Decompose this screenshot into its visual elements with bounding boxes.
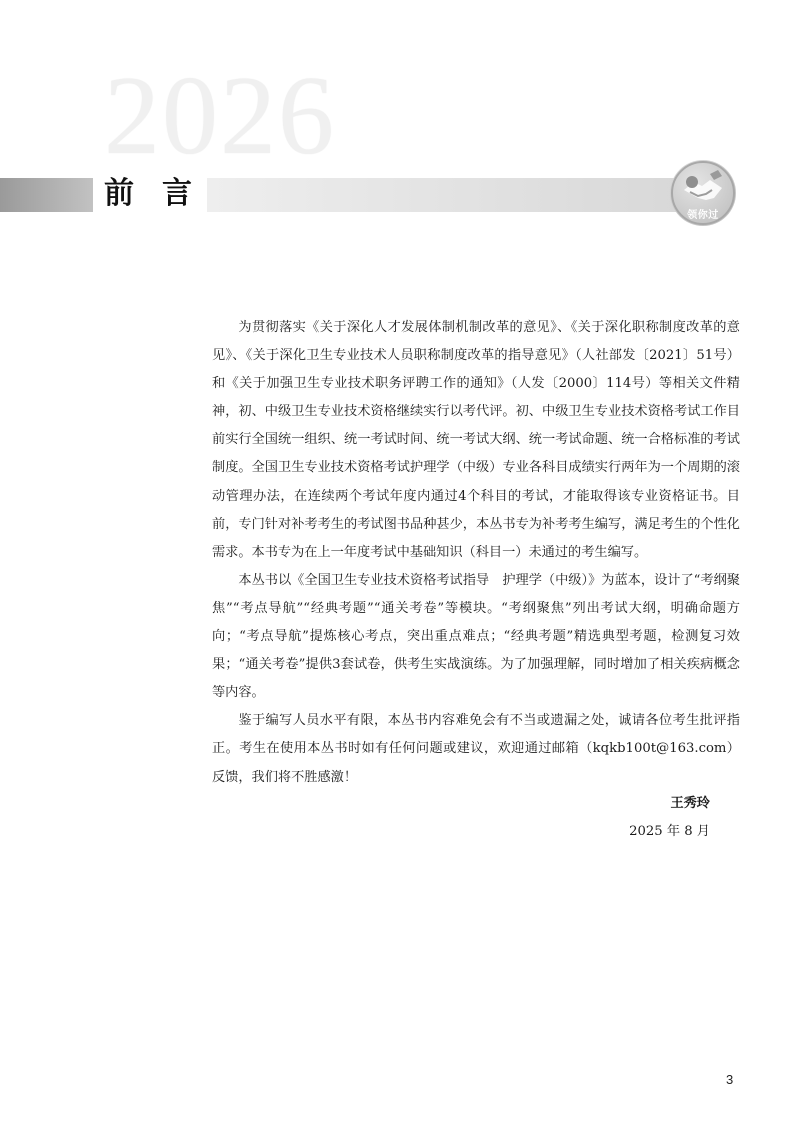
preface-paragraph: 鉴于编写人员水平有限，本丛书内容难免会有不当或遗漏之处，诚请各位考生批评指正。考生在使用本丛书时如有任何问题或建议，欢迎通过邮箱（kqkb100t@163.com）反馈，我们将不胜感激！: [212, 713, 740, 785]
preface-paragraph: 本丛书以《全国卫生专业技术资格考试指导 护理学（中级）》为蓝本，设计了“考纲聚焦”“考点导航”“经典考题”“通关考卷”等模块。“考纲聚焦”列出考试大纲，明确命题方向；“考点导航”提炼核心考点，突出重点难点；“经典考题”精选典型考题，检测复习效果；“通关考卷”提供3套试卷，供考生实战演练。为了加强理解，同时增加了相关疾病概念等内容。: [212, 572, 740, 701]
year-watermark: 2026: [104, 54, 336, 178]
logo-text: 领你过: [687, 210, 719, 221]
preface-body: [212, 314, 740, 792]
header-band-right: [207, 178, 727, 212]
page-title: 前言: [104, 176, 220, 211]
handshake-logo-icon: [670, 160, 736, 226]
signature-date: 2025 年 8 月: [629, 824, 710, 839]
header-band-left: [0, 178, 93, 212]
preface-paragraph: 为贯彻落实《关于深化人才发展体制机制改革的意见》、《关于深化职称制度改革的意见》、《关于深化卫生专业技术人员职称制度改革的指导意见》（人社部发〔2021〕51号）和《关于加强卫生专业技术职务评聘工作的通知》（人发〔2000〕114号）等相关文件精神，初、中级卫生专业技术资格继续实行以考代评。初、中级卫生专业技术资格考试工作目前实行全国统一组织、统一考试时间、统一考试大纲、统一考试命题、统一合格标准的考试制度。全国卫生专业技术资格考试护理学（中级）专业各科目成绩实行两年为一个周期的滚动管理办法，在连续两个考试年度内通过4个科目的考试，才能取得该专业资格证书。目前，专门针对补考考生的考试图书品种甚少，本丛书专为补考考生编写，满足考生的个性化需求。本书专为在上一年度考试中基础知识（科目一）未通过的考生编写。: [212, 320, 740, 560]
page-number: 3: [726, 1072, 734, 1087]
author-name: 王秀玲: [670, 796, 710, 811]
signature-block: [629, 790, 710, 846]
